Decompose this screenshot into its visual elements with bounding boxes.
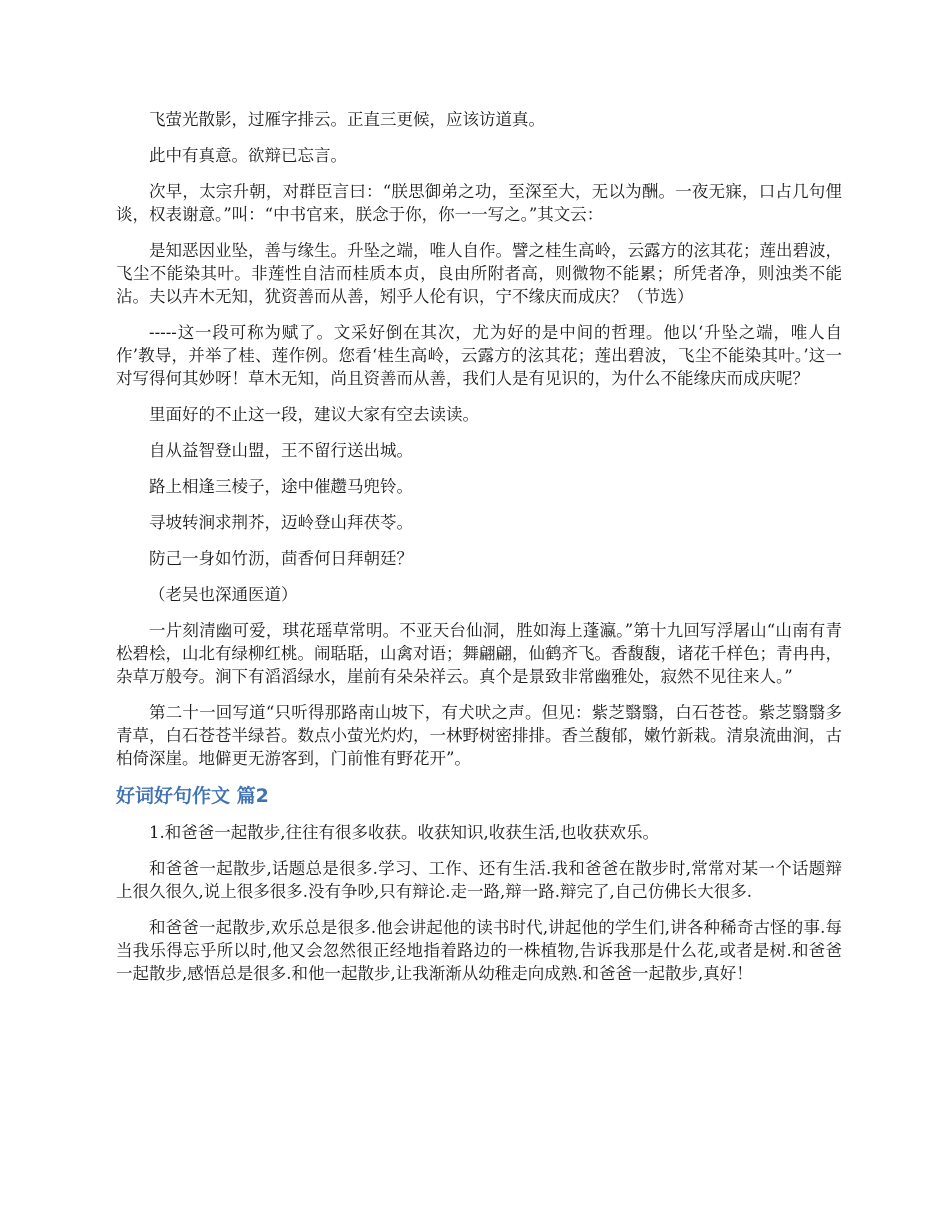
paragraph-walk-intro: 1.和爸爸一起散步,往往有很多收获。收获知识,收获生活,也收获欢乐。 <box>149 823 659 842</box>
paragraph-walk-joy: 和爸爸一起散步,欢乐总是很多.他会讲起他的读书时代,讲起他的学生们,讲各种稀奇古怪的事.每当我乐得忘乎所以时,他又会忽然很正经地指着路边的一株植物,告诉我那是什么花,或者是树.和爸爸一起散步,感悟总是很多.和他一起散步,让我渐渐从幼稚走向成熟.和爸爸一起散步,真好！ <box>116 918 842 983</box>
paragraph-fireflies-poem: 飞萤光散影，过雁字排云。正直三更候，应该访道真。 <box>149 110 545 129</box>
paragraph-herb-note: （老吴也深通医道） <box>149 585 298 604</box>
paragraph-recommendation: 里面好的不止这一段，建议大家有空去读读。 <box>149 405 479 424</box>
section-heading: 好词好句作文 篇2 <box>116 785 269 807</box>
paragraph-karma-excerpt: 是知恶因业坠，善与缘生。升坠之端，唯人自作。譬之桂生高岭，云露方的泫其花；莲出碧波，飞尘不能染其叶。非莲性自洁而桂质本贞，良由所附者高，则微物不能累；所凭者净，则浊类不能沾。夫以卉木无知，犹资善而从善，矧乎人伦有识，宁不缘庆而成庆？（节选） <box>116 241 842 306</box>
document-page <box>116 108 842 998</box>
paragraph-commentary: -----这一段可称为赋了。文采好倒在其次，尤为好的是中间的哲理。他以‘升坠之端，唯人自作’教导，并举了桂、莲作例。您看‘桂生高岭，云露方的泫其花；莲出碧波，飞尘不能染其叶。’这一对写得何其妙呀！草木无知，尚且资善而从善，我们人是有见识的，为什么不能缘庆而成庆呢？ <box>116 323 842 388</box>
paragraph-chapter-21: 第二十一回写道“只听得那路南山坡下，有犬吠之声。但见：紫芝翳翳，白石苍苍。紫芝翳翳多青草，白石苍苍半绿苔。数点小萤光灼灼，一林野树密排排。香兰馥郁，嫩竹新栽。清泉流曲涧，古柏倚深崖。地僻更无游客到，门前惟有野花开”。 <box>116 703 842 768</box>
paragraph-herb-poem-line-4: 防己一身如竹沥，茴香何日拜朝廷？ <box>149 549 413 568</box>
paragraph-emperor-speech: 次早，太宗升朝，对群臣言曰：“朕思御弟之功，至深至大，无以为酬。一夜无寐，口占几句俚谈，权表谢意。”叫：“中书官来，朕念于你，你一一写之。”其文云： <box>116 182 842 224</box>
paragraph-herb-poem-line-3: 寻坡转涧求荆芥，迈岭登山拜茯苓。 <box>149 513 413 532</box>
paragraph-walk-topics: 和爸爸一起散步,话题总是很多.学习、工作、还有生活.我和爸爸在散步时,常常对某一个话题辩上很久很久,说上很多很多.没有争吵,只有辩论.走一路,辩一路.辩完了,自己仿佛长大很多. <box>116 859 842 901</box>
paragraph-true-meaning: 此中有真意。欲辩已忘言。 <box>149 146 347 165</box>
paragraph-chapter-19: 一片刻清幽可爱，琪花瑶草常明。不亚天台仙洞，胜如海上蓬瀛。”第十九回写浮屠山“山南有青松碧桧，山北有绿柳红桃。闹聒聒，山禽对语；舞翩翩，仙鹤齐飞。香馥馥，诸花千样色；青冉冉，杂草万般夸。涧下有滔滔绿水，崖前有朵朵祥云。真个是景致非常幽雅处，寂然不见往来人。” <box>116 621 842 686</box>
paragraph-herb-poem-line-2: 路上相逢三棱子，途中催趱马兜铃。 <box>149 477 413 496</box>
paragraph-herb-poem-line-1: 自从益智登山盟，王不留行送出城。 <box>149 441 413 460</box>
